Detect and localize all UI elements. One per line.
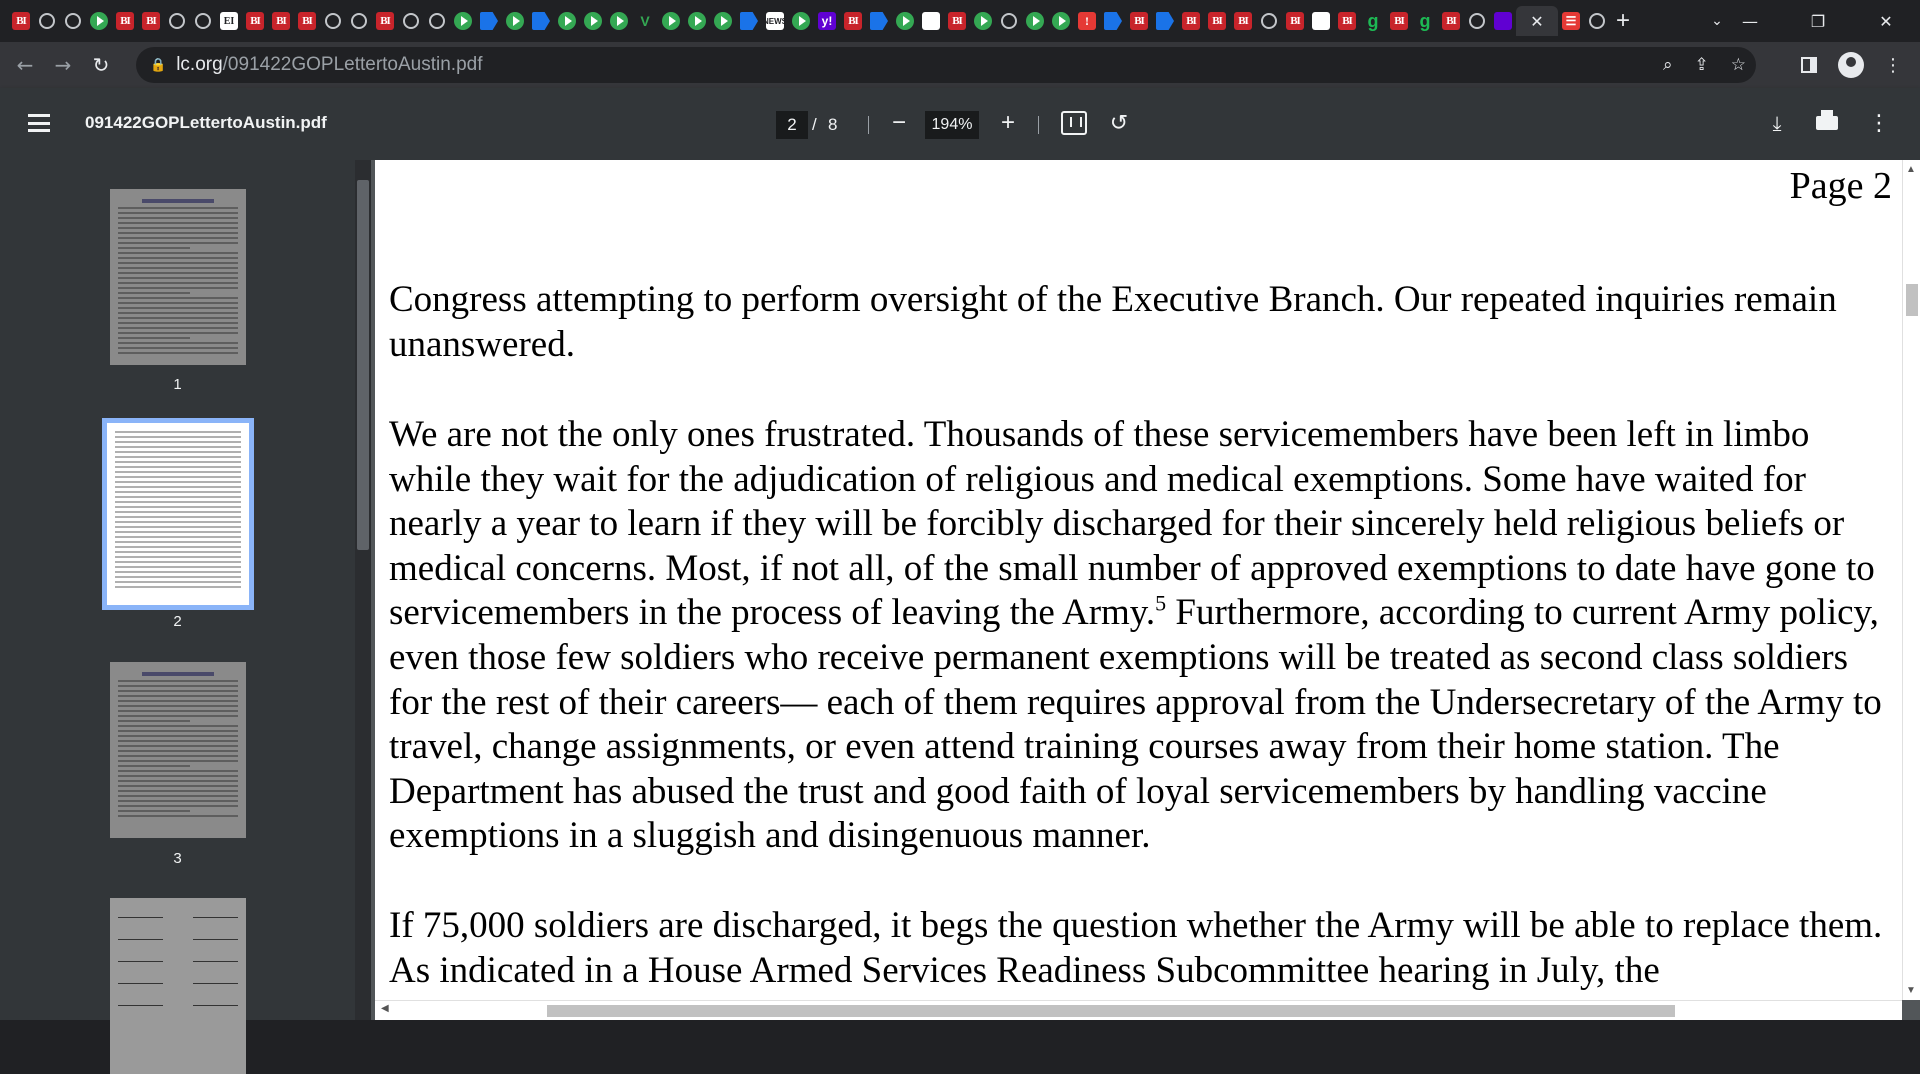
thumbnail-text-line bbox=[115, 526, 241, 528]
browser-tab[interactable] bbox=[528, 6, 554, 36]
signature bbox=[118, 908, 163, 918]
play-favicon-icon bbox=[558, 12, 576, 30]
news-favicon-icon: NEWS bbox=[766, 12, 784, 30]
browser-tab[interactable] bbox=[1308, 6, 1334, 36]
thumbnail-text-line bbox=[118, 337, 190, 339]
signature bbox=[193, 974, 238, 984]
thumbnail-text-line bbox=[118, 700, 238, 702]
browser-tab[interactable] bbox=[1048, 6, 1074, 36]
thumbnail-text-line bbox=[118, 212, 238, 214]
browser-tab[interactable] bbox=[1204, 6, 1230, 36]
browser-tab[interactable] bbox=[1100, 6, 1126, 36]
thumbnail-text-line bbox=[118, 312, 238, 314]
print-icon[interactable] bbox=[1812, 108, 1842, 138]
thumbnail-number: 3 bbox=[173, 850, 182, 867]
globe-favicon-icon bbox=[351, 13, 367, 29]
thumbnail-text-line bbox=[118, 257, 238, 259]
thumbnail-text-line bbox=[118, 790, 238, 792]
pdf-menu-icon[interactable] bbox=[26, 110, 52, 136]
browser-tab[interactable] bbox=[86, 6, 112, 36]
thumbnail-text-line bbox=[118, 332, 238, 334]
bi-favicon-icon: BI bbox=[142, 12, 160, 30]
play-favicon-icon bbox=[662, 12, 680, 30]
thumbnail-text-line bbox=[118, 237, 238, 239]
reload-button[interactable]: ↻ bbox=[92, 53, 110, 77]
tab-search-button[interactable]: ⌄ bbox=[1711, 13, 1723, 29]
url-host: lc.org bbox=[176, 54, 223, 75]
tab-strip bbox=[0, 0, 1920, 42]
page-label: Page 2 bbox=[1789, 165, 1892, 207]
browser-tab[interactable] bbox=[242, 6, 268, 36]
dplay-favicon-icon bbox=[1104, 12, 1122, 30]
profile-avatar[interactable] bbox=[1832, 46, 1870, 84]
thumbnail-text-line bbox=[115, 496, 241, 498]
white-favicon-icon bbox=[922, 12, 940, 30]
bi-favicon-icon: BI bbox=[298, 12, 316, 30]
browser-tab[interactable] bbox=[190, 6, 216, 36]
bi-favicon-icon: BI bbox=[1338, 12, 1356, 30]
page-total: 8 bbox=[828, 115, 838, 134]
browser-tab[interactable] bbox=[476, 6, 502, 36]
browser-tab[interactable] bbox=[1386, 6, 1412, 36]
footnote-marker[interactable]: 5 bbox=[1155, 591, 1167, 617]
browser-menu-icon[interactable]: ⋮ bbox=[1884, 54, 1902, 76]
browser-tab[interactable] bbox=[294, 6, 320, 36]
browser-tab[interactable] bbox=[736, 6, 762, 36]
bookmark-star-icon[interactable]: ☆ bbox=[1730, 55, 1746, 75]
thumbnail-text-line bbox=[115, 576, 241, 578]
horizontal-scrollbar[interactable] bbox=[375, 1000, 1902, 1020]
page-number-input[interactable]: 2 bbox=[776, 111, 808, 139]
browser-tab[interactable] bbox=[684, 6, 710, 36]
dplay-favicon-icon bbox=[870, 12, 888, 30]
browser-tab[interactable] bbox=[866, 6, 892, 36]
browser-tab[interactable] bbox=[1490, 6, 1516, 36]
thumbnail-text-line bbox=[115, 451, 241, 453]
globe-favicon-icon bbox=[325, 13, 341, 29]
browser-tab[interactable] bbox=[320, 6, 346, 36]
thumbnail-text-line bbox=[118, 352, 238, 354]
thumbnail-text-line bbox=[118, 282, 238, 284]
browser-tab[interactable] bbox=[788, 6, 814, 36]
white-favicon-icon bbox=[1312, 12, 1330, 30]
more-actions-icon[interactable]: ⋮ bbox=[1868, 110, 1890, 136]
thumbnail-text-line bbox=[118, 745, 238, 747]
signature-row bbox=[118, 996, 238, 1006]
browser-tab[interactable] bbox=[138, 6, 164, 36]
thumbnail-text-line bbox=[115, 586, 241, 588]
thumbnail-text-line bbox=[115, 501, 241, 503]
page-thumbnail-4[interactable] bbox=[110, 898, 246, 1074]
browser-tab[interactable] bbox=[1584, 6, 1610, 36]
divider bbox=[1038, 116, 1039, 134]
new-tab-button[interactable]: + bbox=[1616, 7, 1631, 34]
thumbnail-text-line bbox=[118, 217, 238, 219]
thumbnail-text-line bbox=[118, 785, 238, 787]
browser-tab[interactable] bbox=[1334, 6, 1360, 36]
browser-tab[interactable] bbox=[710, 6, 736, 36]
thumbnail-number: 1 bbox=[173, 376, 182, 393]
bi-favicon-icon: BI bbox=[246, 12, 264, 30]
g-favicon-icon: g bbox=[1367, 10, 1379, 31]
bi-favicon-icon: ☰ bbox=[1562, 12, 1580, 30]
paragraph: If 75,000 soldiers are discharged, it begs the question whether the Army will be able to replace them. As indicated in a House Armed Services Readiness Subcommittee hearing in July, the bbox=[389, 905, 1883, 991]
bi-favicon-icon: BI bbox=[948, 12, 966, 30]
bi-favicon-icon: BI bbox=[1442, 12, 1460, 30]
thumbnail-text-line bbox=[115, 486, 241, 488]
play-favicon-icon bbox=[584, 12, 602, 30]
divider bbox=[868, 116, 869, 134]
browser-tab[interactable] bbox=[1558, 6, 1584, 36]
scroll-left-icon[interactable]: ◀ bbox=[381, 1003, 389, 1014]
browser-tab[interactable] bbox=[580, 6, 606, 36]
browser-tab[interactable] bbox=[346, 6, 372, 36]
thumbnail-text-line bbox=[118, 815, 238, 817]
active-tab[interactable] bbox=[1516, 6, 1558, 36]
thumbnail-text-line bbox=[118, 695, 238, 697]
bi-favicon-icon: BI bbox=[1208, 12, 1226, 30]
browser-tab[interactable] bbox=[60, 6, 86, 36]
browser-tab[interactable] bbox=[1360, 6, 1386, 36]
signature-row bbox=[118, 974, 238, 984]
close-tab-icon[interactable]: ✕ bbox=[1530, 11, 1544, 31]
forward-button[interactable]: → bbox=[54, 53, 72, 77]
thumbnail-text-line bbox=[118, 720, 190, 722]
play-favicon-icon bbox=[688, 12, 706, 30]
thumbnail-text-line bbox=[118, 272, 238, 274]
browser-tab[interactable] bbox=[424, 6, 450, 36]
browser-tab[interactable] bbox=[8, 6, 34, 36]
browser-tab[interactable] bbox=[34, 6, 60, 36]
page-separator: / bbox=[812, 115, 817, 134]
play-favicon-icon bbox=[506, 12, 524, 30]
share-icon[interactable]: ⇪ bbox=[1694, 55, 1709, 75]
thumbnail-text-line bbox=[118, 775, 238, 777]
thumbnail-text-line bbox=[118, 805, 238, 807]
browser-tab[interactable] bbox=[658, 6, 684, 36]
thumbnail-text-line bbox=[115, 441, 241, 443]
thumbnail-text-line bbox=[115, 516, 241, 518]
thumbnail-text-line bbox=[115, 446, 241, 448]
minimize-button[interactable]: — bbox=[1742, 11, 1758, 31]
g-favicon-icon: g bbox=[1419, 10, 1431, 31]
play-favicon-icon bbox=[974, 12, 992, 30]
thumbnail-text-line bbox=[115, 431, 241, 433]
thumbnail-text-line bbox=[115, 511, 241, 513]
thumbnail-heading bbox=[142, 672, 214, 676]
thumbnail-text-line bbox=[115, 546, 241, 548]
thumbnail-text-line bbox=[118, 242, 238, 244]
thumbnail-text-line bbox=[115, 531, 241, 533]
browser-tab[interactable] bbox=[398, 6, 424, 36]
thumbnail-text-line bbox=[118, 347, 238, 349]
thumbnail-text-line bbox=[118, 725, 238, 727]
globe-favicon-icon bbox=[1001, 13, 1017, 29]
paragraph: Congress attempting to perform oversight of the Executive Branch. Our repeated inquiries remain unanswered. bbox=[389, 279, 1837, 365]
ei-favicon-icon: EI bbox=[220, 12, 238, 30]
bi-favicon-icon: BI bbox=[1234, 12, 1252, 30]
thumbnail-text-line bbox=[118, 317, 238, 319]
thumbnail-text-line bbox=[118, 730, 238, 732]
bi-favicon-icon: BI bbox=[844, 12, 862, 30]
thumbnail-text-line bbox=[118, 740, 238, 742]
pdf-filename: 091422GOPLettertoAustin.pdf bbox=[85, 113, 327, 132]
thumbnail-text-line bbox=[115, 476, 241, 478]
y-favicon-icon bbox=[1494, 12, 1512, 30]
url-path: /091422GOPLettertoAustin.pdf bbox=[222, 54, 483, 75]
dplay-favicon-icon bbox=[740, 12, 758, 30]
scroll-down-icon[interactable]: ▼ bbox=[1906, 985, 1916, 996]
sidebar-scrollbar[interactable] bbox=[355, 160, 371, 1020]
thumbnail-text-line bbox=[115, 481, 241, 483]
tab-list bbox=[0, 0, 1631, 42]
signature bbox=[118, 952, 163, 962]
browser-tab[interactable] bbox=[1438, 6, 1464, 36]
scroll-up-icon[interactable]: ▲ bbox=[1906, 164, 1916, 175]
red-favicon-icon: ! bbox=[1078, 12, 1096, 30]
thumbnail-text-line bbox=[118, 680, 238, 682]
browser-tab[interactable] bbox=[996, 6, 1022, 36]
thumbnail-text-line bbox=[115, 461, 241, 463]
thumbnail-heading bbox=[142, 199, 214, 203]
thumbnail-text-line bbox=[118, 705, 238, 707]
thumbnail-text-line bbox=[115, 471, 241, 473]
thumbnail-text-line bbox=[118, 765, 190, 767]
bi-favicon-icon: BI bbox=[116, 12, 134, 30]
scroll-thumb[interactable] bbox=[547, 1005, 1675, 1017]
page-thumbnail-1[interactable] bbox=[110, 189, 246, 365]
pdf-viewer bbox=[355, 160, 1920, 1020]
thumbnail-text-line bbox=[115, 456, 241, 458]
thumbnail-text-line bbox=[118, 750, 238, 752]
pdf-toolbar bbox=[0, 88, 1920, 160]
vertical-scrollbar[interactable] bbox=[1902, 160, 1920, 1000]
back-button[interactable]: ← bbox=[16, 53, 34, 77]
browser-tab[interactable] bbox=[1022, 6, 1048, 36]
thumbnail-text-line bbox=[118, 770, 238, 772]
thumbnail-text-line bbox=[118, 267, 238, 269]
thumbnail-text-line bbox=[115, 561, 241, 563]
thumbnail-text-line bbox=[118, 327, 238, 329]
thumbnail-text-line bbox=[115, 566, 241, 568]
thumbnail-text-line bbox=[115, 466, 241, 468]
bi-favicon-icon: BI bbox=[1390, 12, 1408, 30]
browser-tab[interactable] bbox=[970, 6, 996, 36]
browser-tab[interactable] bbox=[944, 6, 970, 36]
browser-tab[interactable] bbox=[1230, 6, 1256, 36]
thumbnail-text-line bbox=[118, 252, 238, 254]
zoom-icon[interactable]: ⌕ bbox=[1662, 55, 1673, 75]
thumbnail-text-line bbox=[115, 571, 241, 573]
bi-favicon-icon: BI bbox=[1286, 12, 1304, 30]
thumbnail-text-line bbox=[115, 541, 241, 543]
browser-tab[interactable] bbox=[554, 6, 580, 36]
window-controls bbox=[1716, 0, 1920, 42]
zoom-input[interactable]: 194% bbox=[925, 111, 979, 139]
globe-favicon-icon bbox=[39, 13, 55, 29]
close-window-button[interactable]: ✕ bbox=[1879, 11, 1893, 31]
thumbnail-text-line bbox=[118, 685, 238, 687]
toolbar-right-icons bbox=[1790, 46, 1912, 84]
browser-tab[interactable] bbox=[918, 6, 944, 36]
browser-tab[interactable] bbox=[372, 6, 398, 36]
thumbnail-text-line bbox=[115, 536, 241, 538]
paragraph-text: Furthermore, according to current Army policy, even those few soldiers who receive permanent exemptions will be treated as second class soldiers for the rest of their careers— each of them requires approval from the Undersecretary of the Army to travel, change assignments, or even attend training courses away from their home station. The Department has abused the trust and good faith of loyal servicemembers by handling vaccine exemptions in a sluggish and disingenuous manner. bbox=[389, 592, 1882, 857]
browser-tab[interactable] bbox=[1152, 6, 1178, 36]
browser-tab[interactable] bbox=[632, 6, 658, 36]
address-bar[interactable] bbox=[136, 47, 1756, 83]
bi-favicon-icon: BI bbox=[12, 12, 30, 30]
browser-tab[interactable] bbox=[164, 6, 190, 36]
thumbnail-text-line bbox=[118, 232, 238, 234]
play-favicon-icon bbox=[454, 12, 472, 30]
v-favicon-icon: V bbox=[640, 13, 650, 29]
globe-favicon-icon bbox=[1589, 13, 1605, 29]
thumbnail-text-line bbox=[115, 506, 241, 508]
play-favicon-icon bbox=[896, 12, 914, 30]
thumbnail-text-line bbox=[118, 302, 238, 304]
thumbnail-text-line bbox=[118, 277, 238, 279]
browser-tab[interactable] bbox=[1282, 6, 1308, 36]
thumbnail-text-line bbox=[118, 222, 238, 224]
signature bbox=[193, 908, 238, 918]
signature-row bbox=[118, 930, 238, 940]
browser-tab[interactable] bbox=[1178, 6, 1204, 36]
dplay-favicon-icon bbox=[532, 12, 550, 30]
play-favicon-icon bbox=[714, 12, 732, 30]
signature bbox=[193, 930, 238, 940]
thumbnail-text-line bbox=[118, 227, 238, 229]
paragraph-text: We are not the only ones frustrated. Thousands of these servicemembers have been left in limbo while they wait for the adjudication of religious and medical exemptions. Some have waited for nearly a year to learn if they will be forcibly discharged for their sincerely held religious beliefs or medical concerns. Most, if not all, of the small number of approved exemptions to date have gone to servicemembers in the process of leaving the Army. bbox=[389, 414, 1875, 634]
browser-toolbar bbox=[0, 42, 1920, 88]
browser-tab[interactable] bbox=[892, 6, 918, 36]
browser-tab[interactable] bbox=[1412, 6, 1438, 36]
bi-favicon-icon: BI bbox=[1182, 12, 1200, 30]
play-favicon-icon bbox=[792, 12, 810, 30]
thumbnail-number: 2 bbox=[173, 613, 182, 630]
rotate-icon[interactable]: ↺ bbox=[1109, 110, 1129, 136]
restore-button[interactable]: ❐ bbox=[1810, 11, 1826, 31]
signature bbox=[193, 996, 238, 1006]
omnibox-icons bbox=[1663, 47, 1746, 83]
dplay-favicon-icon bbox=[480, 12, 498, 30]
browser-tab[interactable] bbox=[814, 6, 840, 36]
browser-tab[interactable] bbox=[762, 6, 788, 36]
thumbnail-text-line bbox=[118, 735, 238, 737]
thumbnail-text-line bbox=[118, 755, 238, 757]
globe-favicon-icon bbox=[429, 13, 445, 29]
y-favicon-icon: y! bbox=[818, 12, 836, 30]
thumbnail-text-line bbox=[118, 780, 238, 782]
thumbnail-text-line bbox=[115, 521, 241, 523]
play-favicon-icon bbox=[1052, 12, 1070, 30]
dplay-favicon-icon bbox=[1156, 12, 1174, 30]
signature bbox=[193, 952, 238, 962]
globe-favicon-icon bbox=[65, 13, 81, 29]
bi-favicon-icon: BI bbox=[376, 12, 394, 30]
page-thumbnail-2[interactable] bbox=[102, 418, 254, 610]
thumbnail-text-line bbox=[118, 342, 238, 344]
globe-favicon-icon bbox=[1261, 13, 1277, 29]
thumbnail-text-line bbox=[118, 287, 238, 289]
globe-favicon-icon bbox=[169, 13, 185, 29]
thumbnail-text-line bbox=[118, 760, 238, 762]
thumbnail-text-line bbox=[115, 491, 241, 493]
play-favicon-icon bbox=[90, 12, 108, 30]
thumbnail-text-line bbox=[115, 551, 241, 553]
bi-favicon-icon: BI bbox=[1130, 12, 1148, 30]
thumbnail-text-line bbox=[118, 297, 238, 299]
signature-row bbox=[118, 908, 238, 918]
browser-tab[interactable] bbox=[112, 6, 138, 36]
browser-tab[interactable] bbox=[216, 6, 242, 36]
thumbnail-text-line bbox=[118, 322, 238, 324]
signature bbox=[118, 974, 163, 984]
thumbnail-text-line bbox=[118, 292, 190, 294]
thumbnail-text-line bbox=[118, 307, 238, 309]
download-icon[interactable]: ⤓ bbox=[1772, 111, 1782, 135]
browser-tab[interactable] bbox=[1126, 6, 1152, 36]
thumbnail-text-line bbox=[118, 207, 238, 209]
globe-favicon-icon bbox=[403, 13, 419, 29]
signature bbox=[118, 996, 163, 1006]
globe-favicon-icon bbox=[1469, 13, 1485, 29]
thumbnail-text-line bbox=[118, 690, 238, 692]
signature-row bbox=[118, 952, 238, 962]
play-favicon-icon bbox=[1026, 12, 1044, 30]
browser-tab[interactable] bbox=[606, 6, 632, 36]
bi-favicon-icon: BI bbox=[272, 12, 290, 30]
side-panel-icon[interactable] bbox=[1790, 46, 1828, 84]
thumbnail-text-line bbox=[115, 581, 241, 583]
lock-icon[interactable]: 🔒 bbox=[150, 57, 167, 73]
browser-tab[interactable] bbox=[450, 6, 476, 36]
browser-tab[interactable] bbox=[1464, 6, 1490, 36]
page-thumbnail-3[interactable] bbox=[110, 662, 246, 838]
zoom-out-button[interactable]: − bbox=[891, 109, 906, 136]
pdf-page bbox=[375, 160, 1902, 1000]
browser-tab[interactable] bbox=[268, 6, 294, 36]
browser-tab[interactable] bbox=[502, 6, 528, 36]
thumbnail-text-line bbox=[115, 436, 241, 438]
thumbnail-sidebar bbox=[0, 160, 355, 1020]
play-favicon-icon bbox=[610, 12, 628, 30]
thumbnail-text-line bbox=[118, 247, 190, 249]
thumbnail-text-line bbox=[118, 262, 238, 264]
paragraph bbox=[389, 413, 1889, 859]
thumbnail-text-line bbox=[118, 810, 190, 812]
thumbnail-text-line bbox=[118, 715, 238, 717]
globe-favicon-icon bbox=[195, 13, 211, 29]
scroll-thumb[interactable] bbox=[1906, 284, 1918, 316]
thumbnail-text-line bbox=[118, 800, 238, 802]
browser-tab[interactable] bbox=[840, 6, 866, 36]
browser-tab[interactable] bbox=[1074, 6, 1100, 36]
fit-to-page-icon[interactable] bbox=[1061, 111, 1087, 135]
zoom-in-button[interactable]: + bbox=[1000, 109, 1015, 136]
signature bbox=[118, 930, 163, 940]
thumbnail-text-line bbox=[118, 710, 238, 712]
thumbnail-text-line bbox=[118, 795, 238, 797]
thumbnail-text-line bbox=[115, 556, 241, 558]
browser-tab[interactable] bbox=[1256, 6, 1282, 36]
